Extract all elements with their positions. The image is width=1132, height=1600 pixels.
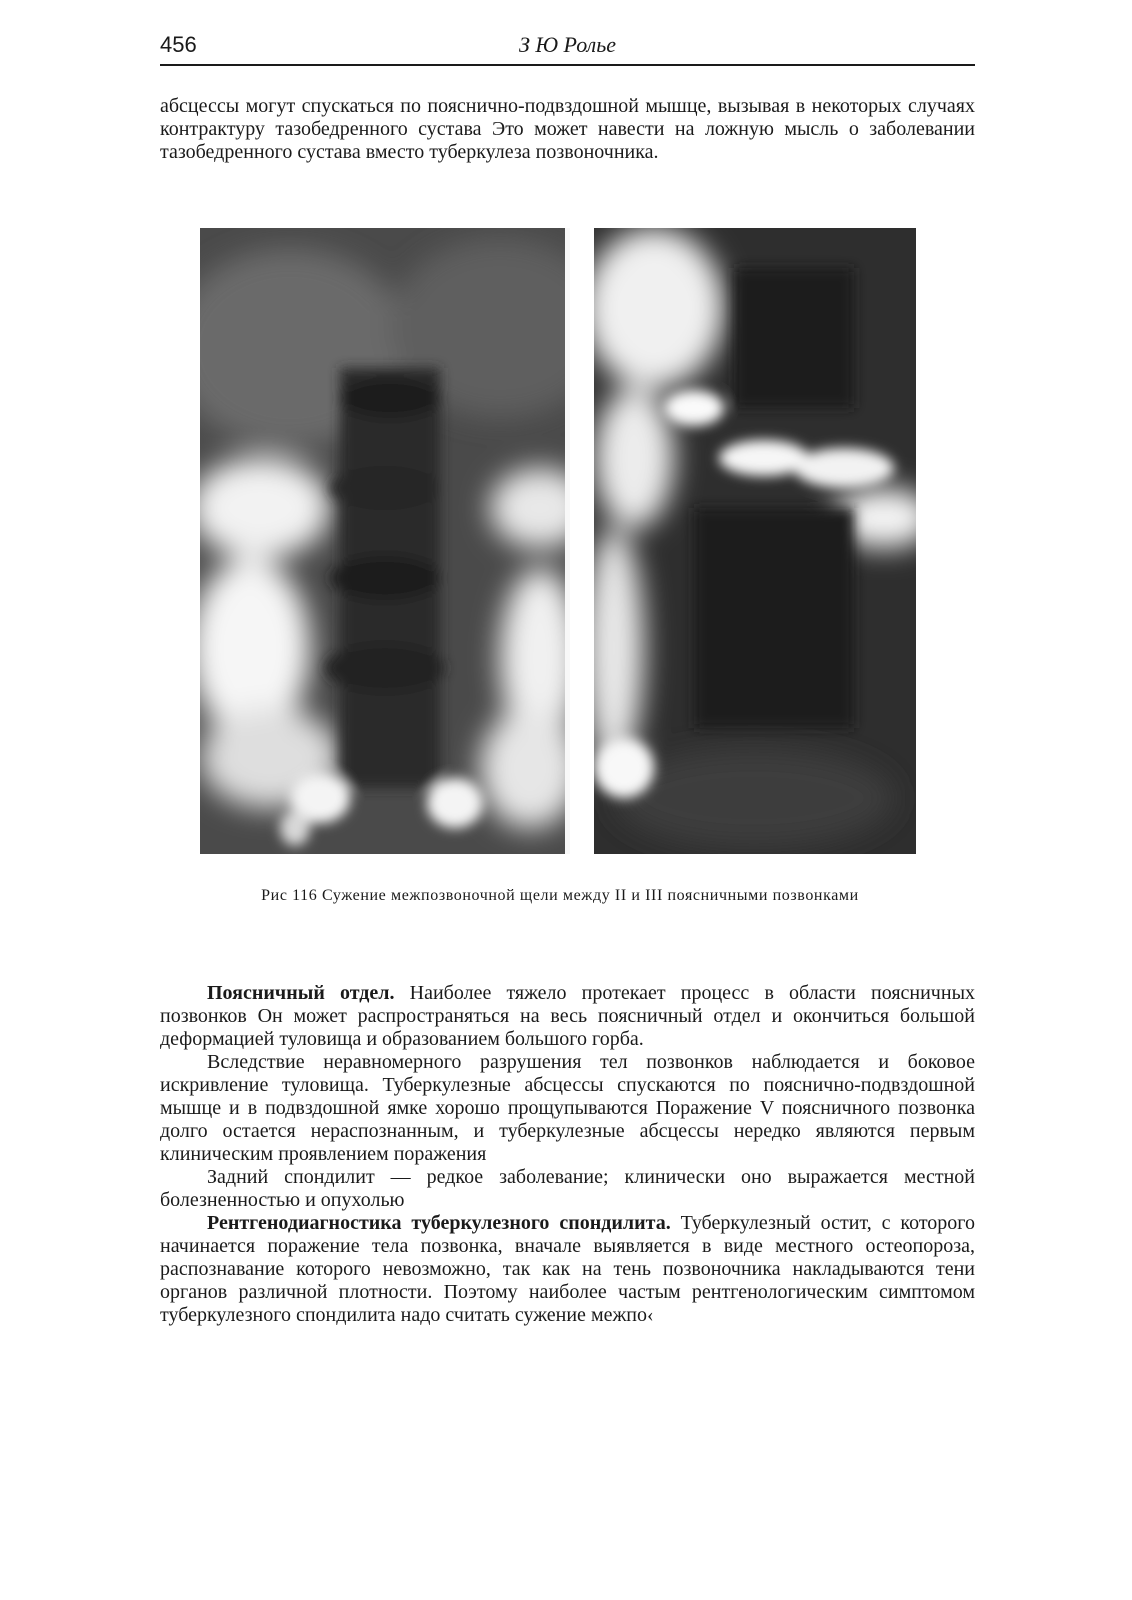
- paragraph-curvature: Вследствие неравномерного разрушения тел позвонков наблюдается и боковое искривление туловища. Туберкулезные абсцессы спускаются по пояснично-подвздошной мышце и в подвздошной ямке хорошо прощупываются Поражение V поясничного позвонка долго остается нераспознанным, и туберкулезные абсцессы нередко являются первым клиническим проявлением поражения: [160, 1051, 975, 1165]
- xray-lateral-image: [594, 228, 916, 854]
- paragraph-xray-text: Туберкулезный остит, с которого начинается поражение тела позвонка, вначале выявляется в виде местного остеопороза, распознавание которого невозможно, так как на тень позвоночника накладываются тени органов различной плотности. Поэтому наиболее частым рентгенологическим симптомом туберкулезного спондилита надо считать сужение межпо‹: [160, 1212, 975, 1326]
- page-header: [160, 30, 975, 66]
- paragraph-lumbar: [160, 982, 975, 1051]
- paragraph-posterior: Задний спондилит — редкое заболевание; клинически оно выражается местной болезненностью и опухолью: [160, 1166, 975, 1211]
- figure-caption: Рис 116 Сужение межпозвоночной щели между II и III поясничными позвонками: [261, 887, 859, 904]
- page-number: 456: [160, 32, 197, 57]
- paragraph-xray: [160, 1212, 975, 1327]
- xray-frontal-graphic: [200, 228, 570, 854]
- heading-lumbar: Поясничный отдел.: [207, 982, 395, 1004]
- intro-text: абсцессы могут спускаться по пояснично-подвздошной мышце, вызывая в некоторых случаях контрактуру тазобедренного сустава Это может навести на ложную мысль о заболевании тазобедренного сустава вместо туберкулеза позвоночника.: [160, 95, 975, 163]
- xray-frontal-image: [200, 228, 570, 854]
- body-text: [160, 982, 975, 1327]
- intro-paragraph: [160, 95, 975, 164]
- running-head: З Ю Ролье: [518, 32, 617, 57]
- paragraph-lumbar-text: Наиболее тяжело протекает процесс в области поясничных позвонков Он может распространяться на весь поясничный отдел и окончиться большой деформацией туловища и образованием большого горба.: [160, 982, 976, 1050]
- heading-xray: Рентгенодиагностика туберкулезного спондилита.: [207, 1212, 671, 1234]
- xray-lateral-graphic: [594, 228, 916, 854]
